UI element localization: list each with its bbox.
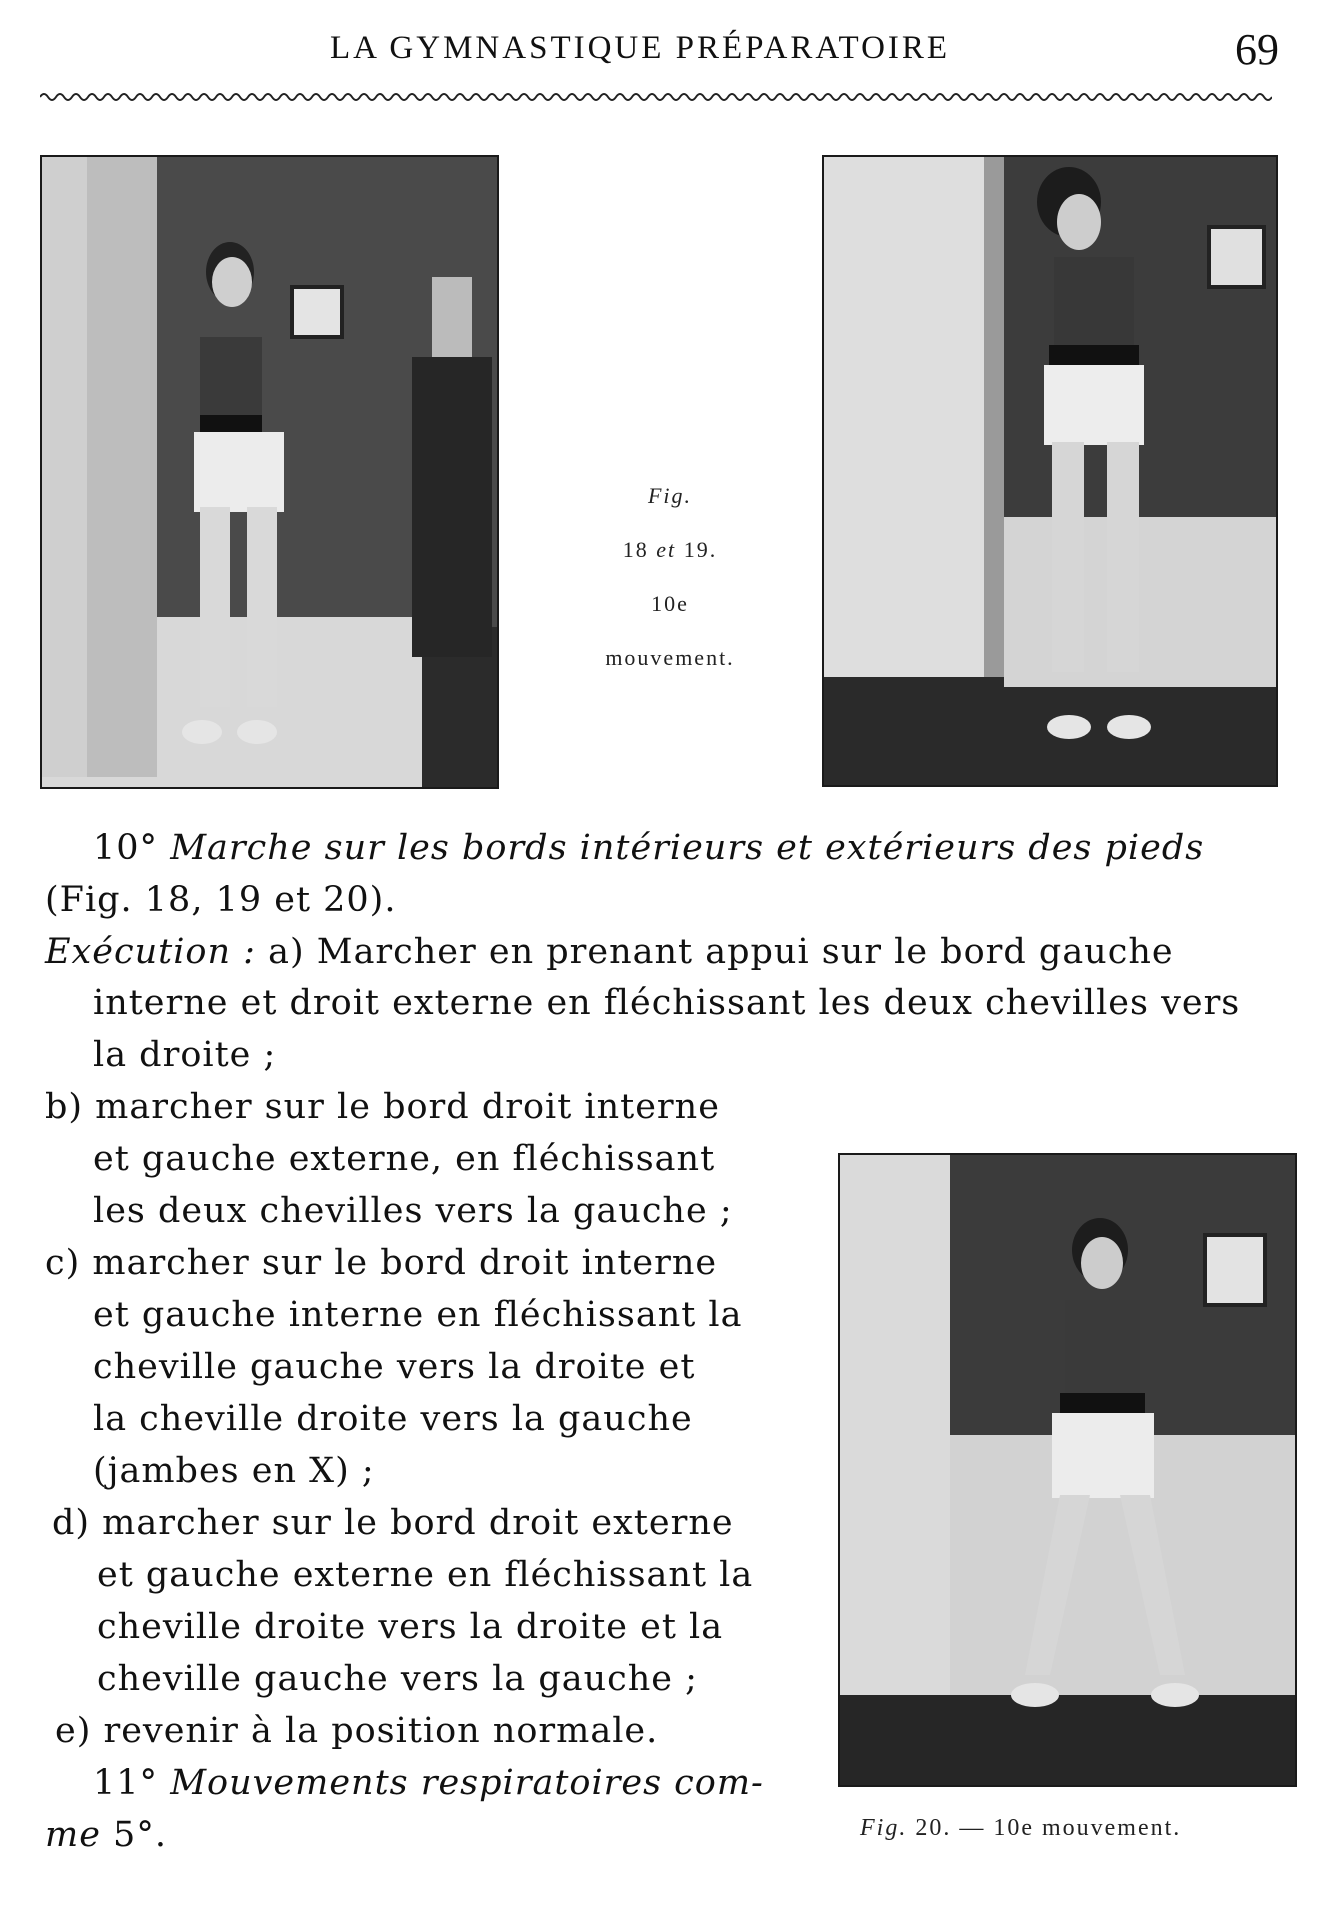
item-d-line-1: d) marcher sur le bord droit externe (52, 1503, 734, 1543)
item-b-line-2: et gauche externe, en fléchissant (93, 1139, 716, 1179)
execution-line-2: interne et droit externe en fléchissant les deux chevilles vers (93, 983, 1241, 1023)
caption-movement-word: mouvement. (605, 645, 735, 670)
execution-a (45, 932, 1174, 972)
item-d-line-3: cheville droite vers la droite et la (97, 1607, 724, 1647)
figure-18-photo (40, 155, 499, 789)
caption-fig-label: Fig. (647, 483, 693, 508)
p11-title-b: me (45, 1815, 101, 1855)
execution-line-3: la droite ; (93, 1035, 277, 1075)
p11-end: 5°. (113, 1815, 167, 1855)
figure-19-photo (822, 155, 1278, 787)
figure-18-19-caption (520, 485, 820, 701)
caption-number-b: 19. (683, 537, 718, 562)
p10-title: Marche sur les bords intérieurs et extérieurs des pieds (170, 828, 1205, 868)
paragraph-11-end (45, 1815, 167, 1855)
figure-20-caption (860, 1815, 1181, 1842)
execution-label: Exécution : (45, 932, 256, 972)
caption-20-fig-label: Fig. (860, 1815, 908, 1841)
page-number: 69 (1235, 25, 1279, 74)
item-d-line-2: et gauche externe en fléchissant la (97, 1555, 754, 1595)
figure-20-photo (838, 1153, 1297, 1787)
item-b-line-3: les deux chevilles vers la gauche ; (93, 1191, 733, 1231)
item-b-line-1: b) marcher sur le bord droit interne (45, 1087, 720, 1127)
paragraph-10-figures: (Fig. 18, 19 et 20). (45, 880, 397, 920)
caption-number-a: 18 (622, 537, 649, 562)
item-c-line-2: et gauche interne en fléchissant la (93, 1295, 743, 1335)
item-c-line-1: c) marcher sur le bord droit interne (45, 1243, 718, 1283)
item-c-line-3: cheville gauche vers la droite et (93, 1347, 696, 1387)
item-c-line-5: (jambes en X) ; (93, 1451, 375, 1491)
item-e-line-1: e) revenir à la position normale. (55, 1711, 659, 1751)
item-c-line-4: la cheville droite vers la gauche (93, 1399, 693, 1439)
wavy-rule (40, 90, 1272, 104)
execution-a-text: a) Marcher en prenant appui sur le bord gauche (268, 932, 1174, 972)
caption-et: et (656, 537, 677, 562)
item-d-line-4: cheville gauche vers la gauche ; (97, 1659, 698, 1699)
caption-movement-number: 10e (651, 591, 689, 616)
paragraph-11-title (93, 1763, 764, 1803)
p10-number: 10° (93, 828, 159, 868)
running-title: LA GYMNASTIQUE PRÉPARATOIRE (330, 30, 951, 66)
caption-20-rest: 20. — 10e mouvement. (915, 1815, 1182, 1841)
p11-title-a: Mouvements respiratoires com- (170, 1763, 764, 1803)
caption-fig-numbers (520, 539, 820, 561)
p11-number: 11° (93, 1763, 159, 1803)
paragraph-10-title (93, 828, 1204, 868)
